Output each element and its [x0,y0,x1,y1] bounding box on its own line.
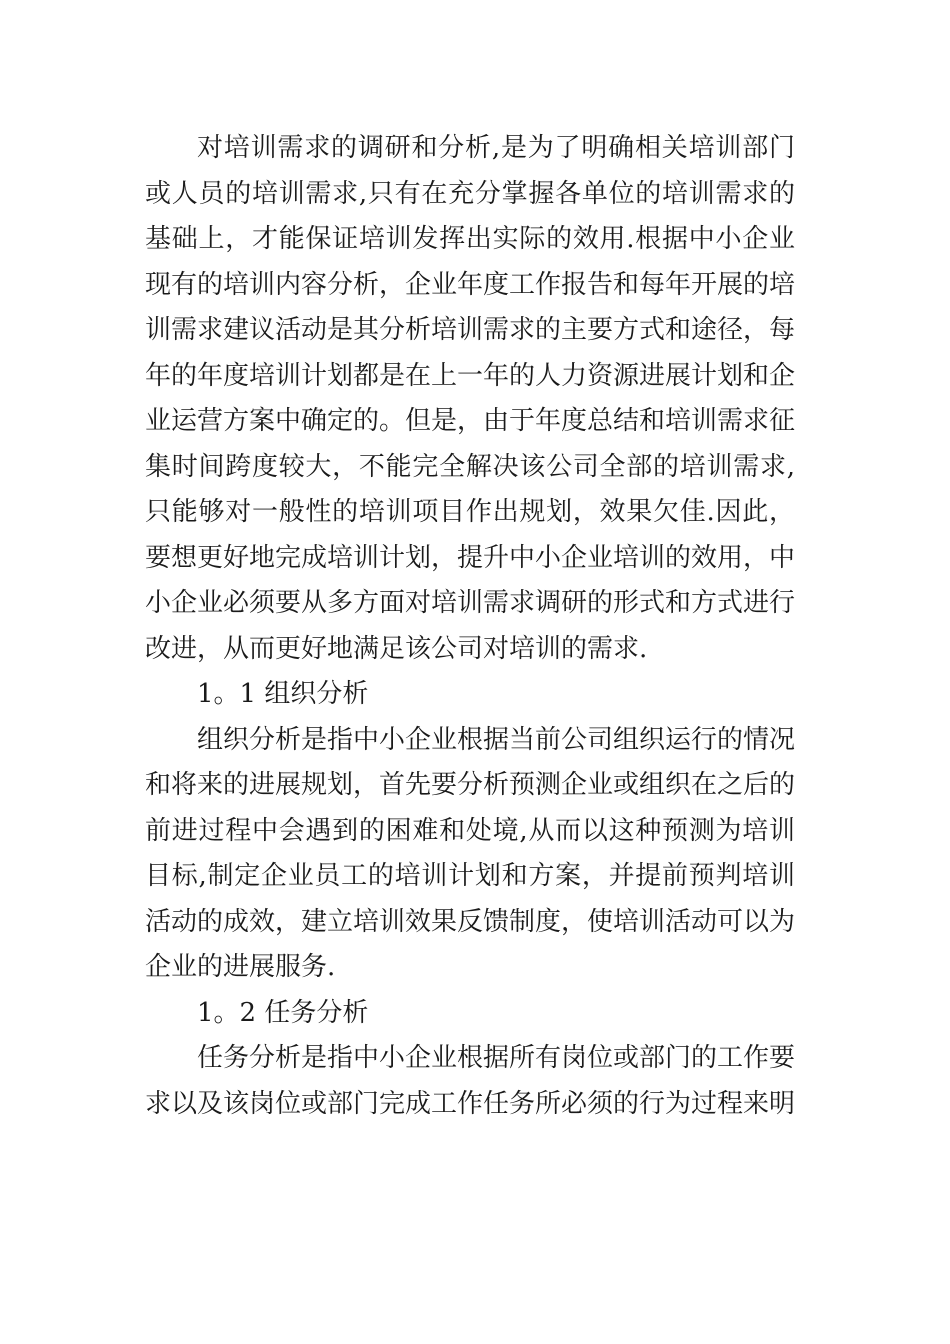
section-heading-task-analysis: 1。2 任务分析 [197,997,369,1028]
document-body [145,126,795,1127]
section-heading-organization-analysis: 1。1 组织分析 [197,679,369,709]
paragraph-organization-analysis: 组织分析是指中小企业根据当前公司组织运行的情况和将来的进展规划，首先要分析预测企业或组织在之后的前进过程中会遇到的困难和处境,从而以这种预测为培训目标,制定企业员工的培训计划和方案，并提前预判培训活动的成效，建立培训效果反馈制度，使培训活动可以为企业的进展服务. [145,724,796,982]
paragraph-training-needs: 对培训需求的调研和分析,是为了明确相关培训部门或人员的培训需求,只有在充分掌握各单位的培训需求的基础上，才能保证培训发挥出实际的效用.根据中小企业现有的培训内容分析，企业年度工作报告和每年开展的培训需求建议活动是其分析培训需求的主要方式和途径，每年的年度培训计划都是在上一年的人力资源进展计划和企业运营方案中确定的。但是，由于年度总结和培训需求征集时间跨度较大，不能完全解决该公司全部的培训需求,只能够对一般性的培训项目作出规划，效果欠佳.因此，要想更好地完成培训计划，提升中小企业培训的效用，中小企业必须要从多方面对培训需求调研的形式和方式进行改进，从而更好地满足该公司对培训的需求. [145,133,796,664]
paragraph-task-analysis: 任务分析是指中小企业根据所有岗位或部门的工作要求以及该岗位或部门完成工作任务所必须的行为过程来明 [145,1043,796,1119]
